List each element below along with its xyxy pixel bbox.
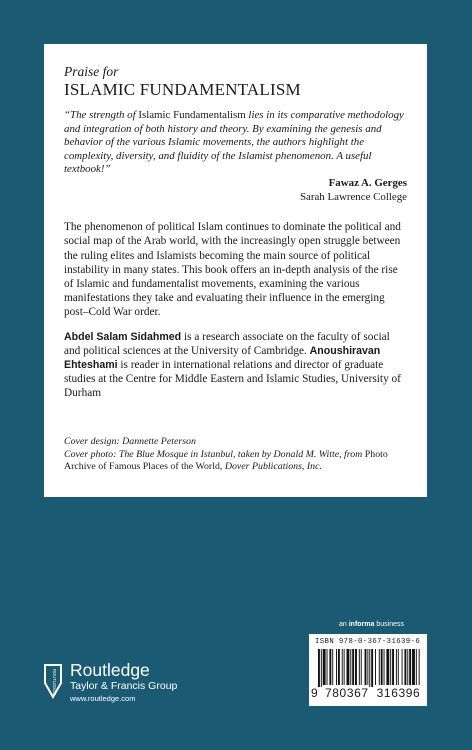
barcode-bar <box>386 649 389 685</box>
quote-open: “The strength of <box>64 109 139 121</box>
author-name-1: Abdel Salam Sidahmed <box>64 330 182 343</box>
publisher-group: Taylor & Francis Group <box>70 680 178 692</box>
author-name-2: Anoushiravan Ehteshami <box>64 344 381 371</box>
author-bios <box>64 330 407 401</box>
quote-author: Fawaz A. Gerges <box>328 176 407 189</box>
isbn-number: ISBN 978-0-367-31639-6 <box>315 638 421 646</box>
cover-credits <box>64 436 409 474</box>
barcode-bar <box>384 649 385 685</box>
quote-body: lies in its comparative methodology and integration of both history and theory. By examining the genesis and behavior of the various Islamic movements, the authors highlight the complexity, diversity, and fluidity of the Islamist phenomenon. A useful textbook!” <box>64 109 404 176</box>
barcode-bar <box>359 649 360 685</box>
barcode-bar <box>396 649 397 685</box>
author-bio-2: is reader in international relations and director of graduate studies at the Centre for Middle Eastern and Islamic Studies, University of Durham <box>64 358 401 400</box>
quote-book-title: Islamic Fundamentalism <box>138 109 246 121</box>
back-cover-text-panel <box>44 44 427 497</box>
barcode-bar <box>327 649 328 685</box>
barcode-bar <box>355 649 357 685</box>
routledge-mark-icon <box>43 663 63 701</box>
logo-mark-text: ROUTLEDGE <box>52 669 57 696</box>
barcode-bar <box>392 649 394 685</box>
barcode-bar <box>416 649 417 685</box>
isbn-barcode <box>309 634 427 706</box>
barcode-bar <box>404 649 406 685</box>
publisher-name: Routledge <box>70 660 150 680</box>
informa-brand: informa <box>348 621 375 628</box>
barcode-lead-digit: 9 <box>311 686 319 700</box>
barcode-bar <box>323 649 326 685</box>
barcode-bar <box>367 649 368 685</box>
cover-photo-credit <box>64 449 409 474</box>
barcode-bar <box>350 649 351 685</box>
barcode-bar <box>332 649 333 685</box>
barcode-left-digits: 780367 <box>325 686 369 700</box>
barcode-bar <box>409 649 411 685</box>
praise-heading: Praise for <box>64 64 119 79</box>
publisher-url[interactable]: www.routledge.com <box>70 694 136 703</box>
informa-tagline <box>339 621 404 628</box>
barcode-bar <box>419 649 420 685</box>
cover-design-credit: Cover design: Dannette Peterson <box>64 436 196 447</box>
barcode-icon <box>318 649 420 687</box>
barcode-bar <box>390 649 391 685</box>
informa-suffix: business <box>374 621 404 628</box>
barcode-bar <box>347 649 350 685</box>
informa-prefix: an <box>339 621 349 628</box>
barcode-bar <box>371 649 373 687</box>
routledge-wordmark <box>70 660 177 704</box>
barcode-bar <box>369 649 370 687</box>
author-bio-1: is a research associate on the faculty of social and political sciences at the University of Cambridge. <box>64 330 390 357</box>
barcode-bar <box>361 649 362 685</box>
barcode-bar <box>402 649 403 685</box>
barcode-bar <box>338 649 340 685</box>
barcode-bar <box>381 649 383 685</box>
barcode-bar <box>342 649 343 685</box>
barcode-bar <box>352 649 354 685</box>
barcode-bar <box>344 649 345 685</box>
quote-affiliation: Sarah Lawrence College <box>299 190 407 203</box>
praise-book-title: ISLAMIC FUNDAMENTALISM <box>64 80 301 99</box>
barcode-bar <box>336 649 337 685</box>
barcode-right-digits: 316396 <box>376 686 421 700</box>
book-description: The phenomenon of political Islam continues to dominate the political and social map of the Arab world, with the increasingly open struggle between the ruling elites and Islamists becoming the main source of political instability in many states. This book offers an in-depth analysis of the rise of Islamic and fundamentalist movements, examining the various manifestations they take and evaluating their influence in the emerging post–Cold War order. <box>64 221 401 319</box>
barcode-bar <box>375 649 376 685</box>
barcode-bar <box>412 649 415 685</box>
photo-credit-book: Photo Archive of Famous Places of the World, <box>64 448 388 473</box>
barcode-bar <box>318 649 320 687</box>
barcode-bar <box>398 649 399 685</box>
photo-credit-prefix: Cover photo: The Blue Mosque in Istanbul, taken by Donald M. Witte, from <box>64 448 365 460</box>
barcode-digits <box>311 686 420 700</box>
photo-credit-publisher: Dover Publications, Inc. <box>224 461 322 473</box>
barcode-bar <box>407 649 408 685</box>
barcode-bar <box>329 649 331 685</box>
praise-quote <box>64 109 407 177</box>
barcode-bar <box>321 649 322 687</box>
barcode-bar <box>365 649 367 685</box>
barcode-bar <box>379 649 380 685</box>
quote-attribution <box>64 177 407 204</box>
